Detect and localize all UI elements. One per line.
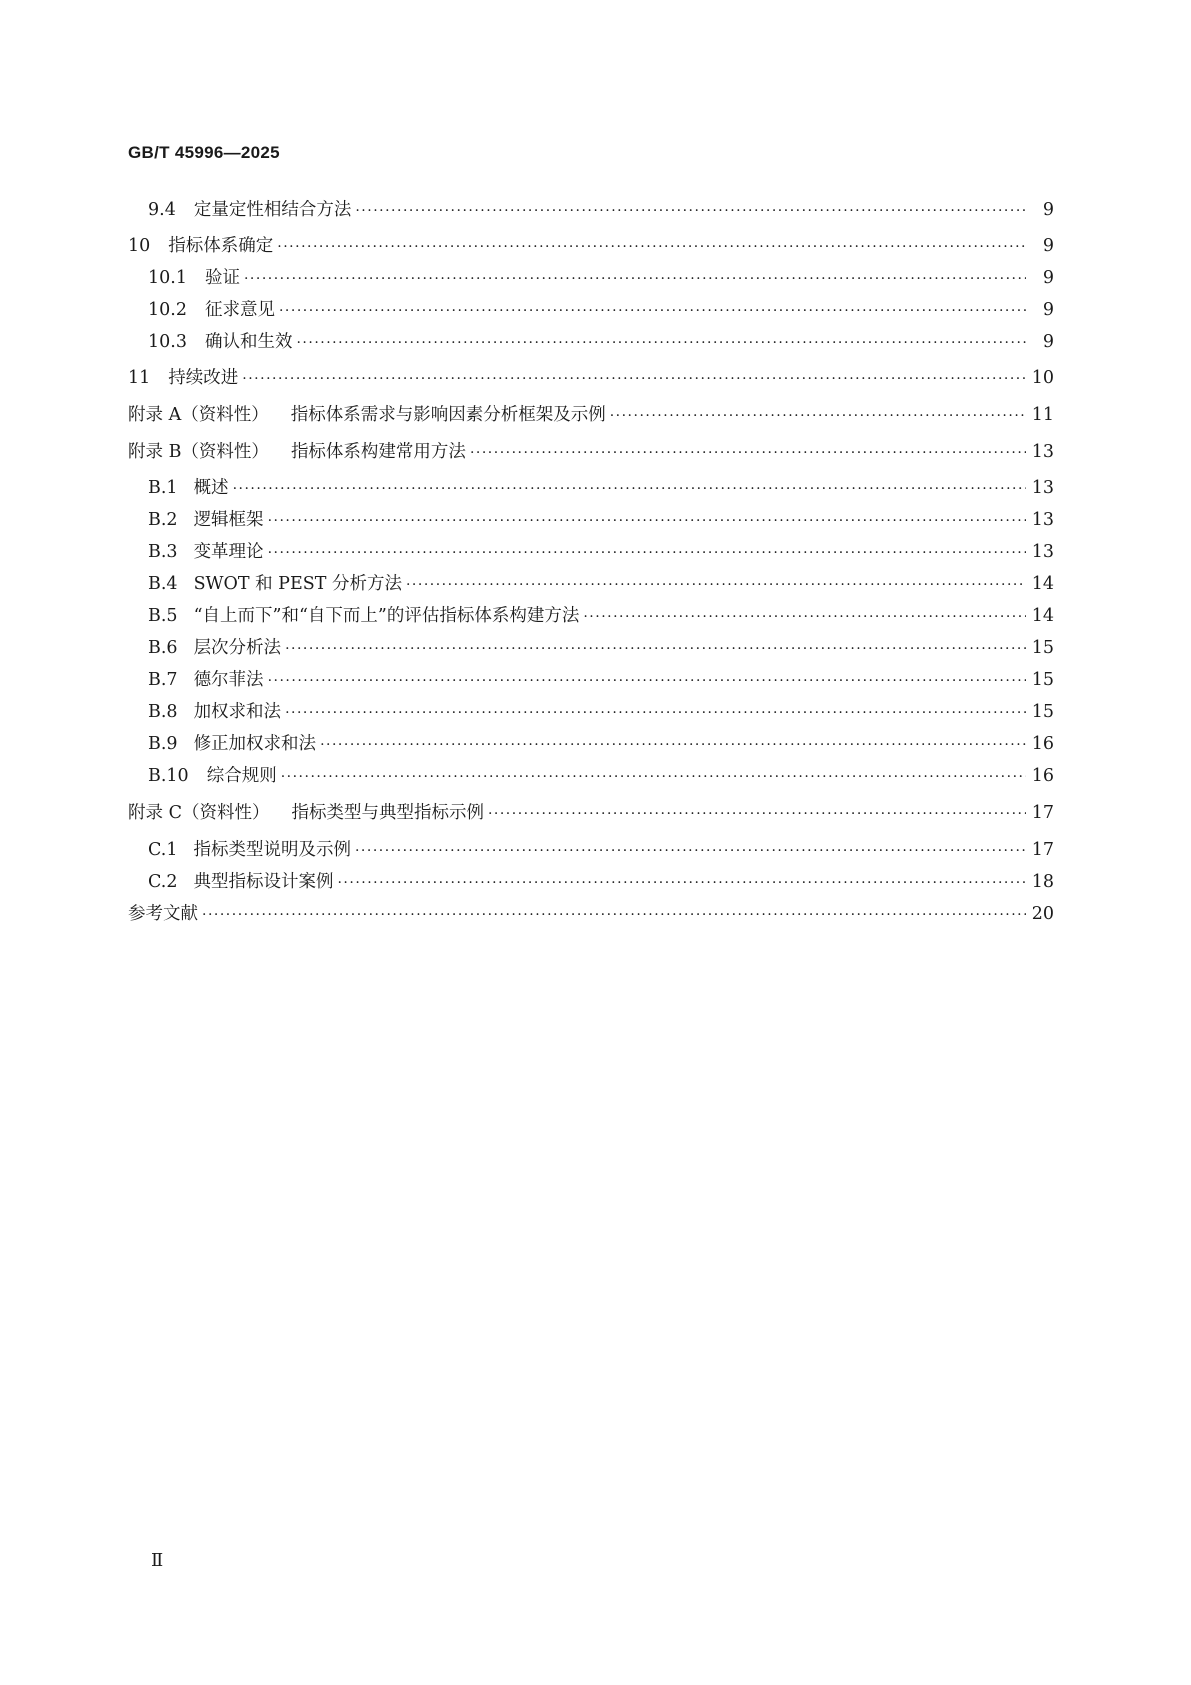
- standard-number: GB/T 45996—2025: [128, 143, 280, 162]
- toc-entry-number: 附录 A（资料性）: [128, 405, 269, 425]
- toc-entry-page: 9: [1042, 268, 1054, 288]
- dot-leader: [320, 731, 1026, 759]
- toc-entry-title: “自上而下”和“自下而上”的评估指标体系构建方法: [193, 606, 580, 626]
- toc-entry-page: 9: [1042, 236, 1054, 256]
- toc-entry-page: 14: [1031, 574, 1054, 594]
- toc-entry-page: 10: [1031, 368, 1054, 388]
- toc-entry-title: 定量定性相结合方法: [193, 200, 352, 220]
- toc-entry-title: 层次分析法: [193, 638, 282, 658]
- toc-entry-title: 加权求和法: [193, 702, 282, 722]
- toc-entry-number: 附录 B（资料性）: [128, 442, 269, 462]
- toc-entry-page: 17: [1031, 803, 1054, 823]
- toc-entry-title: 指标体系确定: [168, 236, 274, 256]
- toc-entry-title: 指标体系构建常用方法: [290, 442, 466, 462]
- toc-entry-number: B.10: [148, 766, 189, 786]
- dot-leader: [268, 539, 1026, 567]
- toc-entry-number: 附录 C（资料性）: [128, 803, 270, 823]
- toc-entry-number: B.1: [148, 478, 178, 498]
- toc-entry-title: 概述: [193, 478, 229, 498]
- toc-entry-page: 20: [1031, 904, 1054, 924]
- dot-leader: [268, 667, 1026, 695]
- toc-entry-number: 10: [128, 236, 151, 256]
- toc-entry-number: 10.1: [148, 268, 187, 288]
- dot-leader: [285, 635, 1026, 663]
- dot-leader: [470, 439, 1026, 467]
- toc-entry-page: 13: [1031, 478, 1054, 498]
- toc-entry-number: 11: [128, 368, 151, 388]
- toc-entry-page: 9: [1042, 300, 1054, 320]
- toc-entry-b-1[interactable]: [148, 474, 1054, 502]
- toc-entry-page: 18: [1031, 872, 1054, 892]
- toc-entry-title: 参考文献: [128, 904, 198, 924]
- toc-entry-page: 15: [1031, 638, 1054, 658]
- toc-entry-10-1[interactable]: [148, 264, 1054, 292]
- toc-entry-c-2[interactable]: [148, 868, 1054, 896]
- toc-entry-page: 13: [1031, 510, 1054, 530]
- toc-entry-page: 16: [1031, 766, 1054, 786]
- toc-entry-page: 13: [1031, 442, 1054, 462]
- toc-entry-page: 13: [1031, 542, 1054, 562]
- toc-entry-title: 征求意见: [204, 300, 275, 320]
- toc-entry-number: B.2: [148, 510, 178, 530]
- toc-entry-9-4[interactable]: [148, 196, 1054, 224]
- toc-entry-number: B.9: [148, 734, 178, 754]
- toc-entry-b-9[interactable]: [148, 730, 1054, 758]
- toc-entry-page: 9: [1042, 332, 1054, 352]
- toc-entry-title: 指标类型与典型指标示例: [291, 803, 484, 823]
- toc-entry-page: 11: [1031, 405, 1054, 425]
- toc-entry-page: 16: [1031, 734, 1054, 754]
- toc-entry-b-7[interactable]: [148, 666, 1054, 694]
- dot-leader: [610, 402, 1026, 430]
- dot-leader: [202, 901, 1026, 929]
- toc-entry-title: 逻辑框架: [193, 510, 264, 530]
- toc-entry-b-6[interactable]: [148, 634, 1054, 662]
- dot-leader: [285, 699, 1026, 727]
- toc-entry-number: 10.2: [148, 300, 187, 320]
- toc-entry-number: B.3: [148, 542, 178, 562]
- toc-entry-number: C.2: [148, 872, 178, 892]
- toc-entry-title: 指标体系需求与影响因素分析框架及示例: [290, 405, 606, 425]
- dot-leader: [233, 475, 1026, 503]
- toc-entry-page: 15: [1031, 670, 1054, 690]
- dot-leader: [244, 265, 1026, 293]
- toc-entry-b-8[interactable]: [148, 698, 1054, 726]
- toc-entry-number: B.6: [148, 638, 178, 658]
- toc-entry-title: 指标类型说明及示例: [193, 840, 351, 860]
- toc-entry-page: 15: [1031, 702, 1054, 722]
- toc-entry-b-3[interactable]: [148, 538, 1054, 566]
- toc-entry-title: 持续改进: [168, 368, 239, 388]
- dot-leader: [242, 365, 1025, 393]
- toc-entry-c-1[interactable]: [148, 836, 1054, 864]
- toc-entry-page: 17: [1031, 840, 1054, 860]
- dot-leader: [355, 837, 1026, 865]
- dot-leader: [279, 297, 1026, 325]
- dot-leader: [488, 800, 1026, 828]
- dot-leader: [281, 763, 1026, 791]
- dot-leader: [355, 197, 1026, 225]
- toc-entry-number: B.8: [148, 702, 178, 722]
- dot-leader: [406, 571, 1026, 599]
- toc-entry-number: B.4: [148, 574, 178, 594]
- page-number: Ⅱ: [151, 1550, 164, 1571]
- toc-entry-title: 变革理论: [193, 542, 264, 562]
- toc-entry-10-2[interactable]: [148, 296, 1054, 324]
- toc-entry-title: 德尔菲法: [193, 670, 264, 690]
- toc-entry-number: 9.4: [148, 200, 176, 220]
- toc-entry-page: 9: [1042, 200, 1054, 220]
- toc-entry-title: 典型指标设计案例: [193, 872, 334, 892]
- toc-entry-b-4[interactable]: [148, 570, 1054, 598]
- dot-leader: [268, 507, 1026, 535]
- toc-entry-title: 综合规则: [206, 766, 277, 786]
- toc-entry-b-5[interactable]: [148, 602, 1054, 630]
- toc-entry-title: 修正加权求和法: [193, 734, 317, 754]
- toc-entry-10[interactable]: [128, 232, 1054, 260]
- toc-entry-number: 10.3: [148, 332, 187, 352]
- dot-leader: [277, 233, 1026, 261]
- toc-entry-title: SWOT 和 PEST 分析方法: [193, 574, 402, 594]
- toc-entry-title: 验证: [204, 268, 240, 288]
- toc-entry-11[interactable]: [128, 364, 1054, 392]
- toc-entry-references[interactable]: [128, 900, 1054, 928]
- toc-entry-number: B.5: [148, 606, 178, 626]
- dot-leader: [337, 869, 1025, 897]
- dot-leader: [583, 603, 1025, 631]
- toc-entry-10-3[interactable]: [148, 328, 1054, 356]
- toc-entry-appendix-c[interactable]: [128, 799, 1054, 827]
- toc-entry-title: 确认和生效: [204, 332, 293, 352]
- toc-entry-b-2[interactable]: [148, 506, 1054, 534]
- toc-entry-number: B.7: [148, 670, 178, 690]
- toc-entry-number: C.1: [148, 840, 178, 860]
- toc-entry-b-10[interactable]: [148, 762, 1054, 790]
- dot-leader: [296, 329, 1026, 357]
- toc-entry-appendix-a[interactable]: [128, 401, 1054, 429]
- toc-entry-page: 14: [1031, 606, 1054, 626]
- toc-entry-appendix-b[interactable]: [128, 438, 1054, 466]
